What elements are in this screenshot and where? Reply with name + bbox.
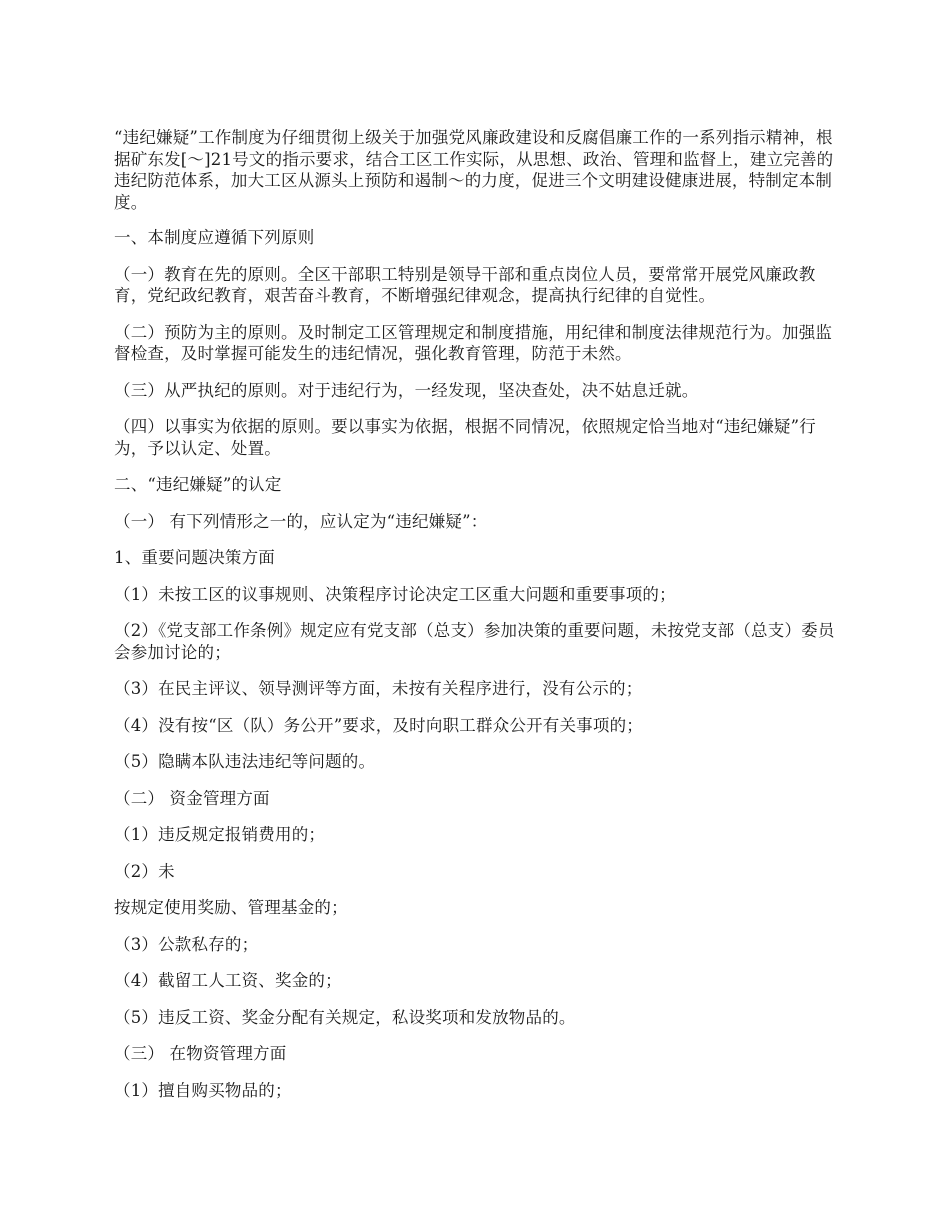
- document-body: [114, 127, 838, 1116]
- category-heading-decisions: 1、重要问题决策方面: [114, 548, 275, 567]
- section-heading-determination: 二、“违纪嫌疑”的认定: [114, 475, 282, 494]
- principle-item-3: （三）从严执纪的原则。对于违纪行为，一经发现，坚决查处，决不姑息迁就。: [114, 380, 699, 400]
- list-item: （2）《党支部工作条例》规定应有党支部（总支）参加决策的重要问题，未按党支部（总支）委员会参加讨论的；: [114, 621, 835, 662]
- list-item: （4）没有按“区（队）务公开”要求，及时向职工群众公开有关事项的；: [114, 715, 643, 735]
- principle-item-2: （二）预防为主的原则。及时制定工区管理规定和制度措施，用纪律和制度法律规范行为。加强监督检查，及时掌握可能发生的违纪情况，强化教育管理，防范于未然。: [114, 322, 833, 363]
- list-item: （5）隐瞒本队违法违纪等问题的。: [114, 752, 376, 771]
- principle-item-1: （一）教育在先的原则。全区干部职工特别是领导干部和重点岗位人员，要常常开展党风廉政教育，党纪政纪教育，艰苦奋斗教育，不断增强纪律观念，提高执行纪律的自觉性。: [114, 264, 816, 305]
- list-item: （2）未: [114, 861, 175, 881]
- subsection-heading-materials: （三） 在物资管理方面: [114, 1044, 287, 1063]
- list-item-continuation: 按规定使用奖励、管理基金的；: [114, 898, 348, 917]
- list-item: （1）未按工区的议事规则、决策程序讨论决定工区重大问题和重要事项的；: [114, 584, 676, 604]
- intro-paragraph: “违纪嫌疑”工作制度为仔细贯彻上级关于加强党风廉政建设和反腐倡廉工作的一系列指示精神，根据矿东发[～]21号文的指示要求，结合工区工作实际，从思想、政治、管理和监督上，建立完善的违纪防范体系，加大工区从源头上预防和遏制～的力度，促进三个文明建设健康进展，特制定本制度。: [114, 128, 834, 212]
- list-item: （3）在民主评议、领导测评等方面，未按有关程序进行，没有公示的；: [114, 679, 643, 698]
- subsection-heading-funds: （二） 资金管理方面: [114, 788, 270, 808]
- list-item: （1）违反规定报销费用的；: [114, 825, 326, 844]
- list-item: （5）违反工资、奖金分配有关规定，私设奖项和发放物品的。: [114, 1007, 576, 1027]
- list-item: （1）擅自购买物品的；: [114, 1080, 292, 1100]
- subsection-heading-conditions: （一） 有下列情形之一的，应认定为“违纪嫌疑”：: [114, 511, 488, 531]
- list-item: （4）截留工人工资、奖金的；: [114, 971, 342, 990]
- list-item: （3）公款私存的；: [114, 934, 259, 954]
- principle-item-4: （四）以事实为依据的原则。要以事实为依据，根据不同情况，依照规定恰当地对“违纪嫌疑”行为，予以认定、处置。: [114, 417, 816, 458]
- section-heading-principles: 一、本制度应遵循下列原则: [114, 228, 315, 247]
